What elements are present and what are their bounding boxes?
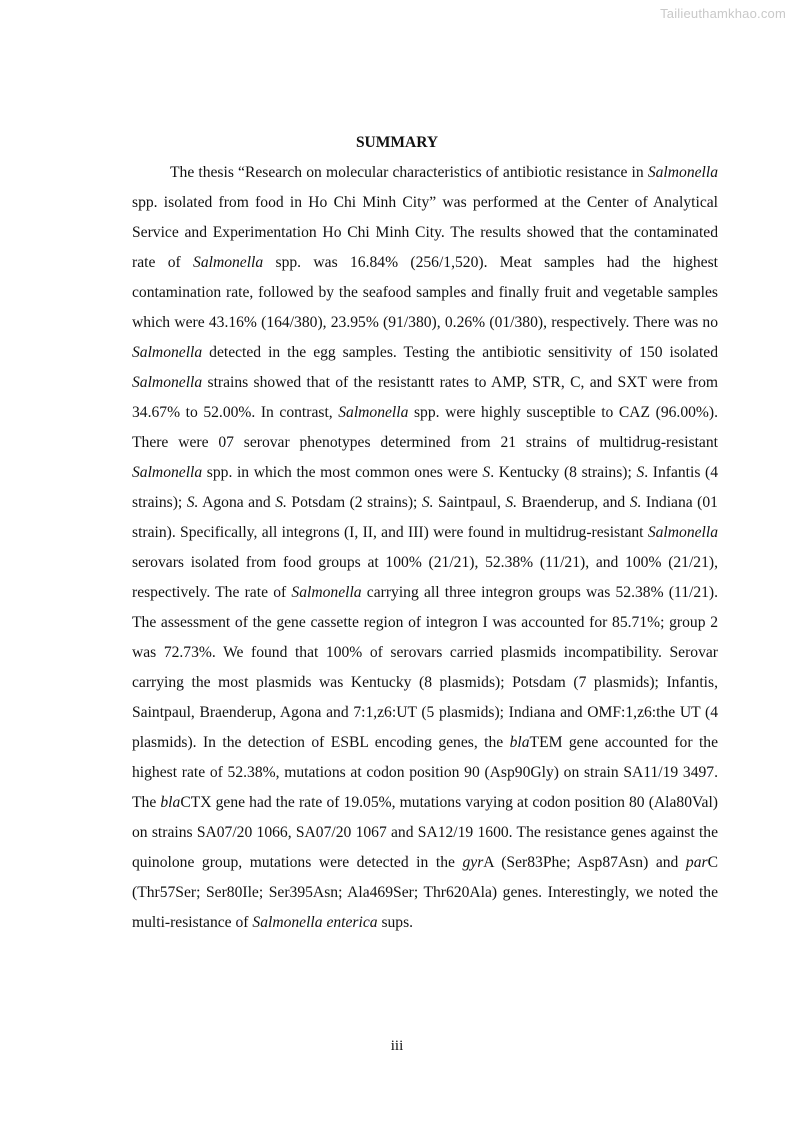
text-run: C (Thr57Ser; Ser80Ile; Ser395Asn; Ala469Ser; Thr620Ala) genes. Interestingly, we noted the multi-resistance of: [132, 854, 718, 931]
text-run: spp. isolated from food in Ho Chi Minh City” was performed at the Center of Analytical Service and Experimentation Ho Chi Minh City. The results showed that the contaminated rate of: [132, 194, 718, 271]
text-run: sups.: [377, 914, 414, 931]
page-title: SUMMARY: [355, 134, 439, 151]
text-run: The thesis “Research on molecular characteristics of antibiotic resistance in: [170, 164, 648, 181]
text-run: serovars isolated from food groups at 100% (21/21), 52.38% (11/21), and 100% (21/21), respectively. The rate of: [132, 554, 718, 601]
italic-text: Salmonella: [338, 404, 409, 421]
italic-text: S.: [505, 494, 518, 511]
italic-text: Salmonella: [647, 524, 718, 541]
text-run: Indiana (01 strain). Specifically, all integrons (I, II, and III) were found in multidrug-resistant: [132, 494, 718, 541]
text-run: . Infantis (4 strains);: [132, 464, 719, 511]
text-run: Potsdam (2 strains);: [286, 494, 422, 511]
italic-text: S: [636, 464, 645, 481]
text-run: spp. in which the most common ones were: [202, 464, 483, 481]
italic-text: S.: [421, 494, 434, 511]
text-run: A (Ser83Phe; Asp87Asn) and: [483, 854, 686, 871]
italic-text: S.: [186, 494, 199, 511]
italic-text: Salmonella: [647, 164, 718, 181]
page-number: iii: [390, 1038, 404, 1054]
text-run: Agona and: [198, 494, 276, 511]
paragraph-content: [132, 164, 718, 931]
italic-text: Salmonella: [291, 584, 362, 601]
italic-text: bla: [509, 734, 530, 751]
text-run: spp. were highly susceptible to CAZ (96.00%). There were 07 serovar phenotypes determined from 21 strains of multidrug-resistant: [132, 404, 719, 451]
text-run: strains showed that of the resistantt rates to AMP, STR, C, and SXT were from 34.67% to 52.00%. In contrast,: [132, 374, 718, 421]
italic-text: gyr: [462, 854, 484, 871]
italic-text: Salmonella enterica: [252, 914, 378, 931]
italic-text: Salmonella: [132, 374, 203, 391]
italic-text: S.: [629, 494, 642, 511]
italic-text: S: [482, 464, 491, 481]
italic-text: par: [685, 854, 708, 871]
italic-text: S.: [275, 494, 287, 511]
text-run: TEM gene accounted for the highest rate of 52.38%, mutations at codon position 90 (Asp90Gly) on strain SA11/19 3497. The: [132, 734, 718, 811]
text-run: Braenderup, and: [517, 494, 630, 511]
summary-paragraph: [132, 158, 718, 938]
italic-text: Salmonella: [193, 254, 264, 271]
watermark: Tailieuthamkhao.com: [660, 6, 786, 21]
text-run: CTX gene had the rate of 19.05%, mutations varying at codon position 80 (Ala80Val) on strains SA07/20 1066, SA07/20 1067 and SA12/19 1600. The resistance genes against the quinolone group, mutations were detected in the: [132, 794, 718, 871]
italic-text: bla: [160, 794, 181, 811]
text-run: spp. was 16.84% (256/1,520). Meat samples had the highest contamination rate, followed by the seafood samples and finally fruit and vegetable samples which were 43.16% (164/380), 23.95% (91/380), 0.26% (01/380), respectively. There was no: [132, 254, 718, 331]
text-run: . Kentucky (8 strains);: [490, 464, 637, 481]
text-run: detected in the egg samples. Testing the antibiotic sensitivity of 150 isolated: [202, 344, 718, 361]
italic-text: Salmonella: [132, 464, 203, 481]
text-run: Saintpaul,: [433, 494, 506, 511]
text-run: carrying all three integron groups was 52.38% (11/21). The assessment of the gene cassette region of integron I was accounted for 85.71%; group 2 was 72.73%. We found that 100% of serovars carried plasmids incompatibility. Serovar carrying the most plasmids was Kentucky (8 plasmids); Potsdam (7 plasmids); Infantis, Saintpaul, Braenderup, Agona and 7:1,z6:UT (5 plasmids); Indiana and OMF:1,z6:the UT (4 plasmids). In the detection of ESBL encoding genes, the: [132, 584, 719, 751]
italic-text: Salmonella: [132, 344, 203, 361]
